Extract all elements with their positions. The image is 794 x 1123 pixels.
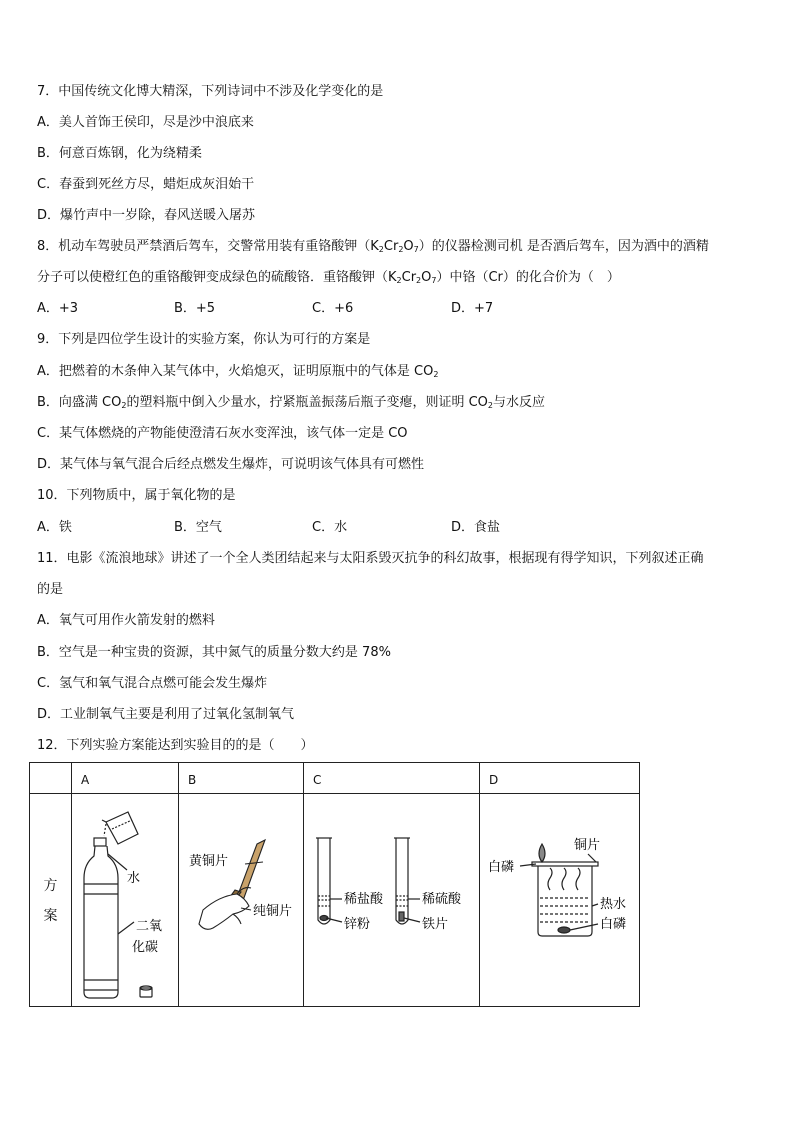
question-9-option-c: C．某气体燃烧的产物能使澄清石灰水变浑浊，该气体一定是 CO — [37, 426, 408, 441]
header-c: C — [304, 763, 480, 794]
question-7-option-b: B．何意百炼钢，化为绕精柔 — [37, 146, 202, 161]
question-7-option-c: C．春蚕到死丝方尽，蜡炬成灰泪始干 — [37, 177, 255, 192]
label-copper-sheet: 铜片 — [574, 838, 601, 853]
question-8-option-d: D．+7 — [451, 301, 494, 316]
label-hot-water: 热水 — [600, 897, 627, 912]
question-10-stem: 10．下列物质中，属于氧化物的是 — [37, 488, 236, 503]
question-7-stem: 7．中国传统文化博大精深，下列诗词中不涉及化学变化的是 — [37, 84, 384, 99]
header-a: A — [72, 763, 179, 794]
header-b: B — [179, 763, 304, 794]
label-dilute-h2so4: 稀硫酸 — [422, 892, 462, 907]
label-water: 水 — [127, 871, 141, 886]
label-dilute-hcl: 稀盐酸 — [344, 892, 384, 907]
label-white-phosphorus-bottom: 白磷 — [600, 917, 627, 932]
label-brass: 黄铜片 — [189, 854, 229, 869]
label-pure-copper: 纯铜片 — [253, 904, 293, 919]
question-10-option-b: B．空气 — [174, 520, 222, 535]
question-11-stem-line2: 的是 — [37, 582, 64, 597]
question-11-option-a: A．氧气可用作火箭发射的燃料 — [37, 613, 215, 628]
experiment-table — [29, 762, 640, 1007]
figure-d-cell — [480, 794, 640, 1007]
question-11-option-c: C．氢气和氧气混合点燃可能会发生爆炸 — [37, 676, 268, 691]
row-label-char-2: 案 — [43, 908, 58, 924]
question-7-option-d: D．爆竹声中一岁除，春风送暖入屠苏 — [37, 208, 256, 223]
question-10-option-a: A．铁 — [37, 520, 72, 535]
question-7-option-a: A．美人首饰王侯印，尽是沙中浪底来 — [37, 115, 254, 130]
figure-b-scratch-diagram — [179, 794, 303, 1002]
figure-c-cell — [304, 794, 480, 1007]
question-10-option-c: C．水 — [312, 520, 348, 535]
label-co2-line2: 化碳 — [132, 940, 159, 955]
figure-c-test-tube-diagram — [304, 794, 479, 1002]
label-co2-line1: 二氧 — [136, 919, 163, 934]
label-zinc-powder: 锌粉 — [344, 917, 371, 932]
label-iron-sheet: 铁片 — [422, 917, 449, 932]
question-8-option-b: B．+5 — [174, 301, 216, 316]
question-11-option-d: D．工业制氧气主要是利用了过氧化氢制氧气 — [37, 707, 295, 722]
figure-b-cell — [179, 794, 304, 1007]
question-8-stem-line2: 分子可以使橙红色的重铬酸钾变成绿色的硫酸铬．重铬酸钾$(K_2Cr_2O_7)$中铬（Cr）的化合价为（ ） — [37, 270, 620, 285]
question-9-stem: 9．下列是四位学生设计的实验方案，你认为可行的方案是 — [37, 332, 371, 347]
question-11-option-b: B．空气是一种宝贵的资源，其中氮气的质量分数大约是 78% — [37, 645, 391, 660]
figure-a-bottle-diagram — [72, 794, 178, 1002]
question-11-stem-line1: 11．电影《流浪地球》讲述了一个全人类团结起来与太阳系毁灭抗争的科幻故事，根据现有得学知识，下列叙述正确 — [37, 551, 704, 566]
header-d: D — [480, 763, 640, 794]
question-8-option-c: C．+6 — [312, 301, 354, 316]
question-12-stem: 12．下列实验方案能达到实验目的的是（ ） — [37, 738, 314, 753]
row-label-scheme — [30, 794, 72, 1007]
question-10-option-d: D．食盐 — [451, 520, 501, 535]
figure-d-combustion-diagram — [480, 794, 639, 1002]
question-8-option-a: A．+3 — [37, 301, 79, 316]
question-9-option-d: D．某气体与氧气混合后经点燃发生爆炸，可说明该气体具有可燃性 — [37, 457, 425, 472]
question-9-option-a: A．把燃着的木条伸入某气体中，火焰熄灭，证明原瓶中的气体是 $CO_2$ — [37, 364, 439, 379]
table-corner-cell — [30, 763, 72, 794]
question-8-stem-line1: 8．机动车驾驶员严禁酒后驾车，交警常用装有重铬酸钾$(K_2Cr_2O_7)$的仪器检测司机 是否酒后驾车，因为酒中的酒精 — [37, 239, 709, 254]
row-label-char-1: 方 — [43, 878, 58, 894]
figure-a-cell — [72, 794, 179, 1007]
question-9-option-b: B．向盛满 $CO_2$的塑料瓶中倒入少量水，拧紧瓶盖振荡后瓶子变瘪，则证明 $CO_2$与水反应 — [37, 395, 546, 410]
label-white-phosphorus-top: 白磷 — [488, 860, 515, 875]
